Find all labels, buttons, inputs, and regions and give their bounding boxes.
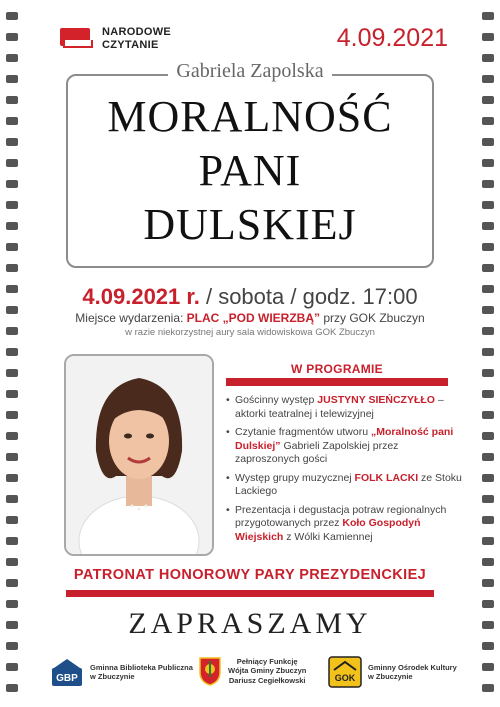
sprocket-hole (482, 516, 494, 524)
film-strip-left (6, 0, 18, 707)
sprocket-hole (482, 495, 494, 503)
sprocket-hole (6, 264, 18, 272)
sprocket-hole (482, 390, 494, 398)
program-item: • Czytanie fragmentów utworu „Moralność pani Dulskiej” Gabrieli Zapolskiej przez zaproszonych gości (226, 426, 464, 467)
sprocket-hole (6, 411, 18, 419)
patronage-bar (66, 590, 434, 597)
sprocket-hole (6, 663, 18, 671)
sprocket-hole (6, 474, 18, 482)
sprocket-hole (6, 369, 18, 377)
org1-line-1: Gminna Biblioteka Publiczna (90, 662, 193, 672)
author-name: Gabriela Zapolska (0, 60, 500, 83)
gbp-logo-icon (50, 656, 84, 688)
patronage-title: PATRONAT HONOROWY PARY PREZYDENCKIEJ (73, 567, 427, 583)
program-item: • Gościnny występ JUSTYNY SIEŃCZYŁŁO – aktorki teatralnej i telewizyjnej (226, 394, 464, 421)
sprocket-hole (6, 684, 18, 692)
sprocket-hole (6, 222, 18, 230)
sprocket-hole (482, 537, 494, 545)
sprocket-hole (482, 159, 494, 167)
sprocket-hole (482, 348, 494, 356)
sprocket-hole (482, 663, 494, 671)
sprocket-hole (482, 12, 494, 20)
sprocket-hole (482, 138, 494, 146)
sprocket-hole (482, 243, 494, 251)
org2-line-2: Wójta Gminy Zbuczyn (228, 666, 307, 676)
title-line-2: PANI (198, 146, 302, 195)
sprocket-hole (6, 432, 18, 440)
org1-line-2: w Zbuczynie (90, 672, 135, 681)
sprocket-hole (482, 264, 494, 272)
narodowe-czytanie-logo (60, 26, 171, 52)
sprocket-hole (482, 411, 494, 419)
sprocket-hole (482, 684, 494, 692)
logo-line-2: CZYTANIE (102, 39, 159, 51)
sprocket-hole (482, 453, 494, 461)
sprocket-hole (482, 33, 494, 41)
svg-text:GBP: GBP (56, 673, 78, 684)
org-cultural-center (328, 656, 457, 688)
sprocket-hole (482, 369, 494, 377)
event-day-time: / sobota / godz. 17:00 (199, 284, 418, 309)
program-item: • Prezentacja i degustacja potraw regionalnych przygotowanych przez Koło Gospodyń Wiejskich z Wólki Kamiennej (226, 504, 464, 545)
event-datetime (0, 284, 500, 310)
org3-line-2: w Zbuczynie (368, 672, 413, 681)
sprocket-hole (482, 222, 494, 230)
sprocket-hole (6, 201, 18, 209)
program-list (226, 394, 464, 549)
sprocket-hole (6, 348, 18, 356)
sprocket-hole (482, 180, 494, 188)
sprocket-hole (482, 432, 494, 440)
title-line-1: MORALNOŚĆ (107, 92, 393, 141)
org2-line-3: Dariusz Cegiełkowski (228, 675, 306, 685)
book-icon (60, 26, 94, 52)
sprocket-hole (6, 495, 18, 503)
title-line-3: DULSKIEJ (143, 200, 357, 249)
svg-text:GOK: GOK (334, 673, 356, 683)
sprocket-hole (6, 453, 18, 461)
program-heading: W PROGRAMIE (291, 362, 383, 376)
footer-organizers (50, 656, 460, 692)
program-bar (226, 378, 448, 386)
org2-line-1: Pełniący Funkcję (236, 656, 298, 666)
gok-logo-icon (328, 656, 362, 688)
film-strip-right (482, 0, 494, 707)
sprocket-hole (482, 642, 494, 650)
event-date: 4.09.2021 r. (82, 284, 200, 309)
sprocket-hole (6, 12, 18, 20)
sprocket-hole (482, 96, 494, 104)
sprocket-hole (6, 180, 18, 188)
logo-line-1: NARODOWE (102, 26, 172, 38)
sprocket-hole (6, 33, 18, 41)
sprocket-hole (482, 558, 494, 566)
invite-heading: ZAPRASZAMY (128, 607, 372, 640)
sprocket-hole (6, 558, 18, 566)
header-date: 4.09.2021 (336, 24, 448, 52)
org3-line-1: Gminny Ośrodek Kultury (368, 662, 457, 672)
coat-of-arms-icon (198, 656, 222, 686)
sprocket-hole (6, 243, 18, 251)
sprocket-hole (6, 390, 18, 398)
sprocket-hole (6, 96, 18, 104)
program-item: • Występ grupy muzycznej FOLK LACKI ze Stoku Lackiego (226, 472, 464, 499)
org-mayor (198, 656, 306, 686)
sprocket-hole (482, 201, 494, 209)
sprocket-hole (482, 117, 494, 125)
sprocket-hole (6, 159, 18, 167)
sprocket-hole (6, 537, 18, 545)
org-library (50, 656, 193, 688)
sprocket-hole (482, 474, 494, 482)
weather-note: w razie niekorzystnej aury sala widowiskowa GOK Zbuczyn (125, 327, 375, 338)
sprocket-hole (6, 117, 18, 125)
event-place: Miejsce wydarzenia: PLAC „POD WIERZBĄ” przy GOK Zbuczyn (75, 311, 425, 325)
actress-photo (64, 354, 214, 556)
sprocket-hole (6, 642, 18, 650)
sprocket-hole (6, 138, 18, 146)
sprocket-hole (6, 516, 18, 524)
